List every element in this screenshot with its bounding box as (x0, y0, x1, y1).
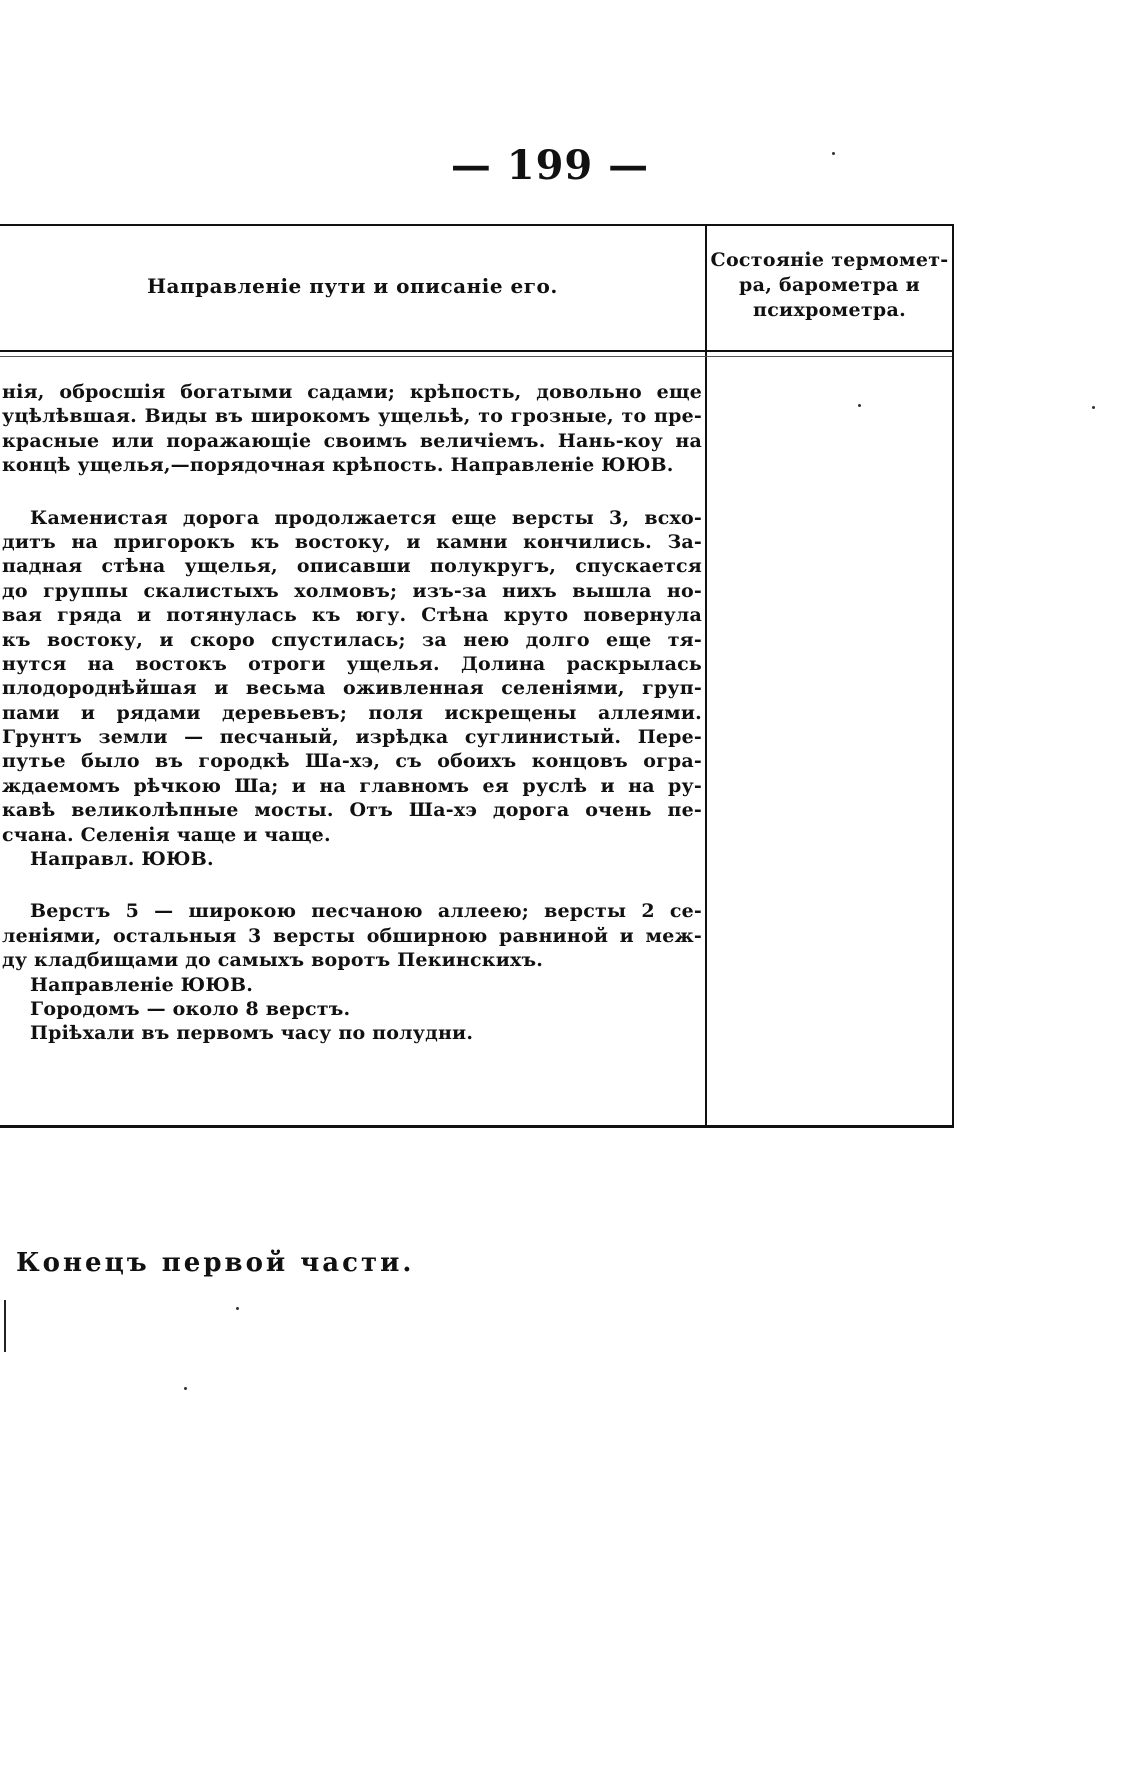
text-line: Грунтъ земли — песчаный, изрѣдка суглинистый. Пере- (2, 726, 702, 749)
print-speck (832, 152, 835, 155)
text-line: концѣ ущелья,—порядочная крѣпость. Направленіе ЮЮВ. (2, 454, 674, 477)
header-instruments-line: ра, барометра и (739, 274, 920, 296)
print-speck (184, 1387, 187, 1390)
header-rule (0, 350, 952, 352)
text-line: Направленіе ЮЮВ. (30, 973, 254, 996)
text-line: счана. Селенія чаще и чаще. (2, 823, 331, 846)
header-route-description: Направленіе пути и описаніе его. (147, 274, 558, 298)
column-divider (705, 226, 707, 1125)
paragraph-gap (2, 478, 702, 506)
print-speck (1092, 406, 1095, 409)
text-line: къ востоку, и скоро спустилась; за нею долго еще тя- (2, 628, 702, 651)
text-line: дитъ на пригорокъ къ востоку, и камни кончились. За- (2, 530, 702, 553)
text-line: плодороднѣйшая и весьма оживленная селеніями, груп- (2, 677, 702, 700)
margin-mark (4, 1300, 6, 1352)
text-line: вая гряда и потянулась къ югу. Стѣна круто повернула (2, 604, 702, 627)
text-line: Каменистая дорога продолжается еще версты 3, всхо- (30, 506, 702, 529)
part-ending: Конецъ первой части. (16, 1248, 415, 1278)
text-line: Городомъ — около 8 верстъ. (30, 997, 351, 1020)
text-line: Направл. ЮЮВ. (30, 848, 214, 871)
text-line: Пріѣхали въ первомъ часу по полудни. (30, 1022, 474, 1045)
text-line: нія, обросшія богатыми садами; крѣпость, довольно еще (2, 381, 702, 403)
header-rule-thin (0, 356, 952, 357)
text-line: кавѣ великолѣпные мосты. Отъ Ша-хэ дорога очень пе- (2, 799, 702, 822)
text-line: красные или поражающіе своимъ величіемъ. Нань-коу на (2, 429, 702, 452)
text-line: уцѣлѣвшая. Виды въ широкомъ ущельѣ, то грозные, то пре- (2, 405, 702, 428)
text-line: ду кладбищами до самыхъ воротъ Пекинскихъ. (2, 949, 544, 972)
paragraph-gap (2, 871, 702, 899)
route-description-body (2, 380, 702, 1046)
text-line: падная стѣна ущелья, описавши полукругъ, спускается (2, 555, 702, 578)
header-instruments-line: психрометра. (752, 299, 907, 321)
text-line: нутся на востокъ отроги ущелья. Долина раскрылась (2, 652, 702, 675)
text-line: Верстъ 5 — широкою песчаною аллеею; версты 2 се- (30, 900, 702, 923)
page-number: — 199 — (450, 142, 650, 189)
text-line: путье было въ городкѣ Ша-хэ, съ обоихъ концовъ огра- (2, 750, 702, 773)
text-line: до группы скалистыхъ холмовъ; изъ-за нихъ вышла но- (2, 579, 702, 602)
print-speck (236, 1307, 239, 1310)
header-instruments (707, 248, 952, 323)
print-speck (858, 404, 861, 407)
text-line: леніями, остальныя 3 версты обширною равниной и меж- (2, 924, 702, 947)
text-line: пами и рядами деревьевъ; поля искрещены аллеями. (2, 701, 702, 724)
header-instruments-line: Состояніе термомет- (710, 249, 949, 271)
text-line: ждаемомъ рѣчкою Ша; и на главномъ ея руслѣ и на ру- (2, 774, 702, 797)
